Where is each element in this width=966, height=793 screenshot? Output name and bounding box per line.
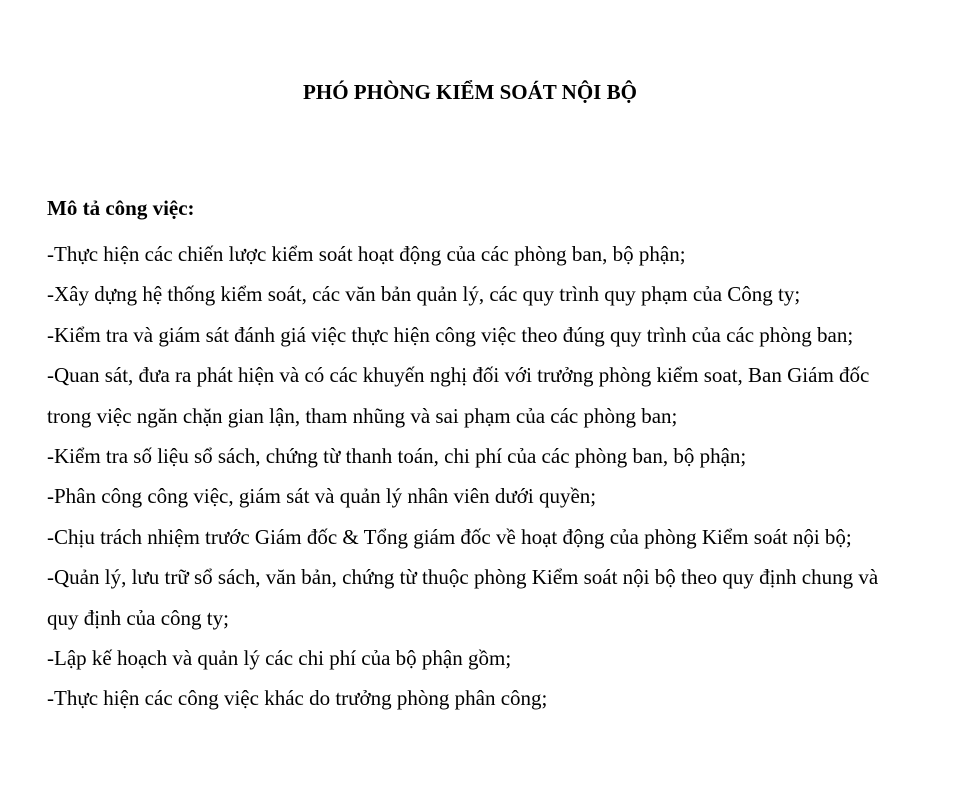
section-heading: Mô tả công việc: bbox=[47, 196, 195, 220]
duty-item: -Lập kế hoạch và quản lý các chi phí của bộ phận gồm; bbox=[47, 646, 512, 671]
duty-item: -Kiểm tra số liệu sổ sách, chứng từ thanh toán, chi phí của các phòng ban, bộ phận; bbox=[47, 444, 747, 469]
duty-item: -Kiểm tra và giám sát đánh giá việc thực hiện công việc theo đúng quy trình của các phòng ban; bbox=[47, 322, 854, 347]
duty-item: -Phân công công việc, giám sát và quản lý nhân viên dưới quyền; bbox=[47, 484, 597, 509]
duties-list bbox=[47, 234, 907, 719]
duty-item: -Quản lý, lưu trữ sổ sách, văn bản, chứng từ thuộc phòng Kiểm soát nội bộ theo quy định chung và quy định của công ty; bbox=[47, 565, 879, 630]
duty-item: -Thực hiện các công việc khác do trưởng phòng phân công; bbox=[47, 686, 548, 711]
duty-item: -Thực hiện các chiến lược kiểm soát hoạt động của các phòng ban, bộ phận; bbox=[47, 242, 686, 266]
duty-item: -Chịu trách nhiệm trước Giám đốc & Tổng giám đốc về hoạt động của phòng Kiểm soát nội bộ; bbox=[47, 524, 852, 549]
duty-item: -Quan sát, đưa ra phát hiện và có các khuyến nghị đối với trưởng phòng kiểm soat, Ban Giám đốc trong việc ngăn chặn gian lận, tham nhũng và sai phạm của các phòng ban; bbox=[47, 363, 870, 428]
document-title: PHÓ PHÒNG KIỂM SOÁT NỘI BỘ bbox=[303, 80, 637, 104]
duty-item: -Xây dựng hệ thống kiểm soát, các văn bản quản lý, các quy trình quy phạm của Công ty; bbox=[47, 282, 801, 307]
